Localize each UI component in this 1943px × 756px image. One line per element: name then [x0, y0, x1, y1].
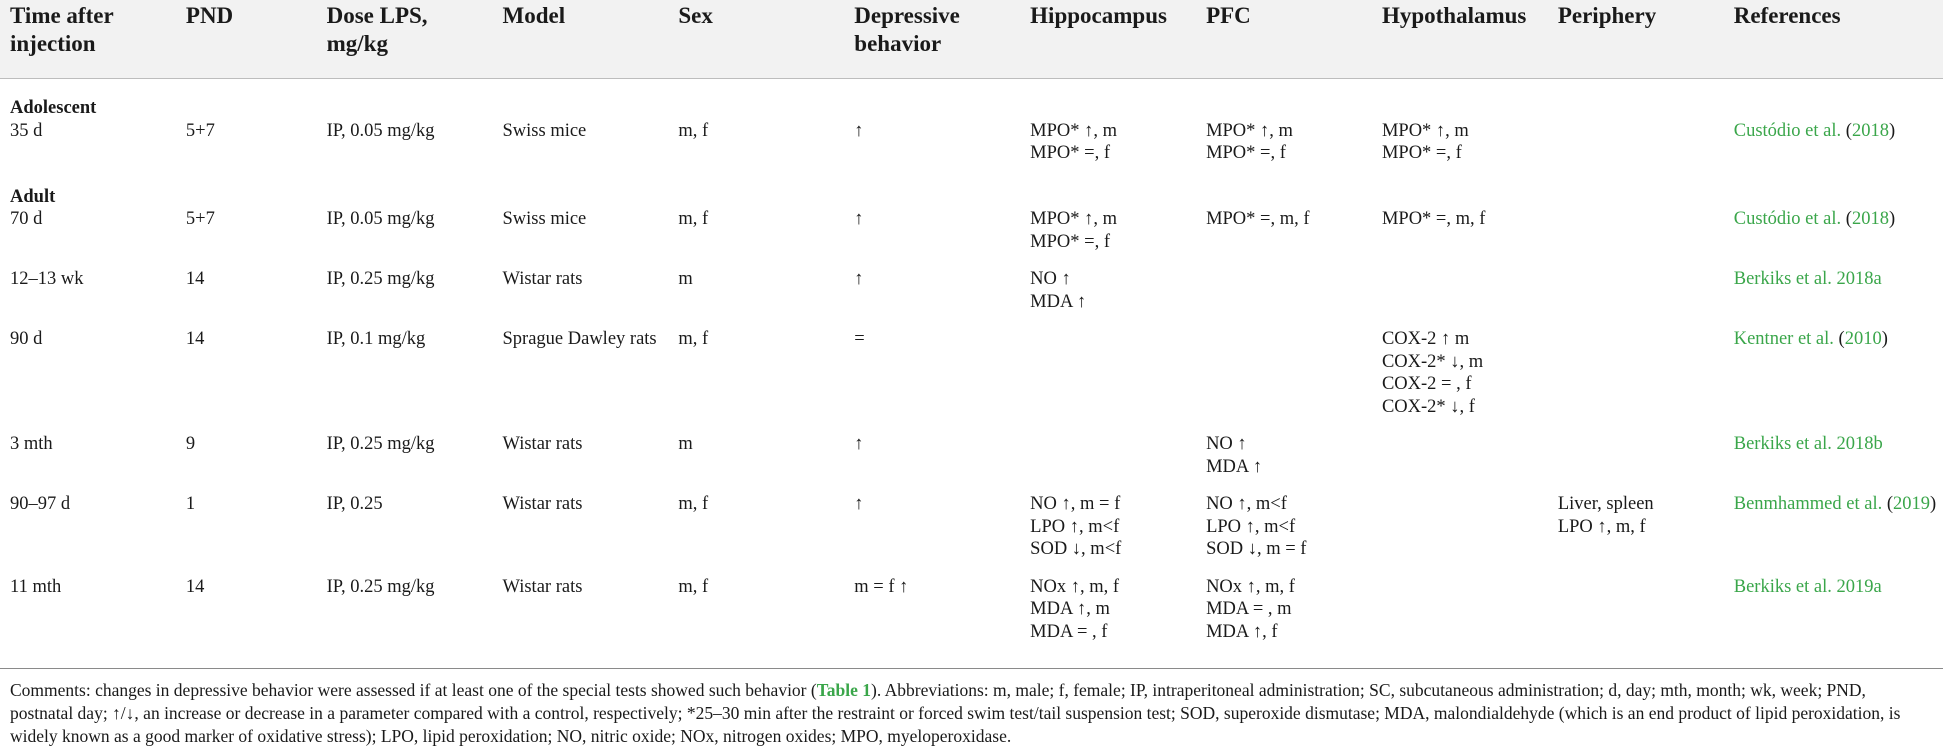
reference-link[interactable]: Berkiks et al. 2019a [1733, 576, 1882, 597]
reference-year-link[interactable]: 2010 [1844, 329, 1882, 349]
cell-hypothalamus [1372, 433, 1548, 478]
cell-time: 35 d [10, 120, 43, 141]
group-row [0, 97, 1943, 120]
group-row [0, 186, 1943, 209]
cell-model: Sprague Dawley rats [502, 329, 657, 349]
cell-model: Wistar rats [502, 576, 583, 597]
pfc-line: MPO* =, m, f [1206, 209, 1310, 229]
footnote-text-start: Comments: changes in depressive behavior were assessed if at least one of the special tests showed such behavior ( [10, 680, 817, 700]
cell-model: Swiss mice [502, 120, 587, 141]
periphery-line: LPO ↑, m, f [1557, 516, 1646, 537]
cell-pfc [1196, 433, 1372, 478]
column-header: Model [493, 0, 669, 79]
hippocampus-line: MDA = , f [1030, 621, 1108, 642]
column-header: Hippocampus [1020, 0, 1196, 79]
row-spacer [0, 418, 1943, 433]
cell-periphery [1548, 120, 1724, 165]
cell-behavior: ↑ [854, 209, 864, 229]
cell-hippocampus [1020, 328, 1196, 418]
reference-paren-close: ) [1930, 494, 1937, 514]
hippocampus-line: MPO* =, f [1030, 231, 1110, 252]
cell-pnd: 5+7 [185, 209, 215, 229]
cell-behavior: m = f ↑ [854, 576, 909, 597]
cell-hippocampus [1020, 268, 1196, 313]
cell-hypothalamus [1372, 268, 1548, 313]
cell-hippocampus [1020, 208, 1196, 253]
pfc-line: NO ↑, m<f [1206, 494, 1287, 514]
pfc-line: LPO ↑, m<f [1206, 516, 1296, 537]
cell-model: Wistar rats [502, 494, 583, 514]
group-label: Adult [10, 186, 56, 207]
reference-link[interactable]: Berkiks et al. 2018a [1733, 269, 1882, 289]
cell-hypothalamus [1372, 328, 1548, 418]
cell-behavior: ↑ [854, 434, 864, 454]
cell-periphery [1548, 208, 1724, 253]
cell-time: 90 d [10, 329, 43, 349]
cell-periphery [1548, 493, 1724, 561]
cell-pfc [1196, 208, 1372, 253]
cell-hippocampus [1020, 576, 1196, 644]
row-spacer [0, 643, 1943, 658]
table-footnote [0, 668, 1943, 748]
pfc-line: MPO* =, f [1206, 143, 1286, 163]
pfc-line: NOx ↑, m, f [1206, 576, 1295, 597]
reference-link[interactable]: Kentner et al. [1733, 329, 1834, 349]
cell-hypothalamus [1372, 120, 1548, 165]
group-label: Adolescent [10, 98, 97, 118]
reference-link[interactable]: Berkiks et al. 2018b [1733, 434, 1883, 454]
reference-year-link[interactable]: 2018 [1851, 209, 1889, 229]
reference-link[interactable]: Custódio et al. [1733, 120, 1842, 141]
hippocampus-line: MPO* ↑, m [1030, 120, 1118, 141]
reference-paren-open: ( [1882, 494, 1894, 514]
hypothalamus-line: COX-2* ↓, f [1381, 396, 1475, 417]
table-row [0, 328, 1943, 418]
hypothalamus-line: MPO* =, m, f [1381, 209, 1486, 229]
hypothalamus-line: COX-2 = , f [1381, 374, 1472, 394]
cell-sex: m [678, 434, 693, 454]
column-header: Hypothalamus [1372, 0, 1548, 79]
row-spacer [0, 478, 1943, 493]
periphery-line: Liver, spleen [1557, 494, 1654, 514]
column-header: PND [176, 0, 317, 79]
cell-pfc [1196, 493, 1372, 561]
table-row [0, 576, 1943, 644]
table-1-link[interactable]: Table 1 [816, 680, 872, 700]
reference-paren-close: ) [1888, 209, 1896, 229]
row-spacer [0, 313, 1943, 328]
cell-hippocampus [1020, 493, 1196, 561]
hypothalamus-line: MPO* =, f [1381, 143, 1462, 163]
cell-pnd: 9 [185, 434, 196, 454]
cell-reference [1724, 208, 1943, 253]
table-body [0, 79, 1943, 659]
cell-sex: m [678, 269, 693, 289]
cell-hypothalamus [1372, 493, 1548, 561]
cell-behavior: ↑ [854, 269, 864, 289]
pfc-line: MPO* ↑, m [1206, 120, 1293, 141]
spacer-row [0, 79, 1943, 98]
pfc-line: SOD ↓, m = f [1206, 539, 1307, 559]
cell-dose: IP, 0.1 mg/kg [326, 329, 426, 349]
cell-dose: IP, 0.25 [326, 494, 383, 514]
cell-time: 90–97 d [10, 494, 71, 514]
column-header: Dose LPS, mg/kg [317, 0, 493, 79]
cell-periphery [1548, 328, 1724, 418]
row-spacer [0, 253, 1943, 268]
cell-reference [1724, 576, 1943, 644]
hippocampus-line: MPO* =, f [1030, 143, 1110, 163]
cell-hippocampus [1020, 433, 1196, 478]
cell-sex: m, f [678, 209, 709, 229]
pfc-line: NO ↑ [1206, 434, 1247, 454]
hypothalamus-line: COX-2 ↑ m [1381, 329, 1470, 349]
cell-periphery [1548, 576, 1724, 644]
cell-pnd: 14 [185, 329, 205, 349]
cell-model: Wistar rats [502, 269, 583, 289]
cell-behavior: ↑ [854, 120, 864, 141]
table-row [0, 433, 1943, 478]
cell-pfc [1196, 120, 1372, 165]
table-row [0, 268, 1943, 313]
cell-pfc [1196, 576, 1372, 644]
table-row [0, 493, 1943, 561]
cell-time: 11 mth [10, 576, 62, 597]
column-header: Periphery [1548, 0, 1724, 79]
hippocampus-line: SOD ↓, m<f [1030, 539, 1122, 559]
reference-year-link[interactable]: 2019 [1893, 494, 1931, 514]
cell-sex: m, f [678, 329, 709, 349]
hippocampus-line: MPO* ↑, m [1030, 209, 1118, 229]
cell-periphery [1548, 268, 1724, 313]
hippocampus-line: NO ↑, m = f [1030, 494, 1121, 514]
pfc-line: MDA ↑ [1206, 456, 1263, 477]
cell-reference [1724, 433, 1943, 478]
reference-link[interactable]: Custódio et al. [1733, 209, 1842, 229]
header-row [0, 0, 1943, 79]
reference-paren-open: ( [1841, 209, 1852, 229]
cell-sex: m, f [678, 494, 709, 514]
cell-pfc [1196, 328, 1372, 418]
cell-pnd: 14 [185, 269, 205, 289]
cell-reference [1724, 328, 1943, 418]
hypothalamus-line: MPO* ↑, m [1381, 120, 1469, 141]
column-header: PFC [1196, 0, 1372, 79]
reference-paren-close: ) [1881, 329, 1888, 349]
hippocampus-line: NOx ↑, m, f [1030, 576, 1120, 597]
cell-pfc [1196, 268, 1372, 313]
column-header: Sex [668, 0, 844, 79]
cell-sex: m, f [678, 576, 709, 597]
table-row [0, 208, 1943, 253]
column-header: References [1724, 0, 1943, 79]
row-spacer [0, 561, 1943, 576]
cell-hypothalamus [1372, 208, 1548, 253]
cell-dose: IP, 0.25 mg/kg [326, 269, 435, 289]
row-spacer [0, 165, 1943, 180]
cell-hippocampus [1020, 120, 1196, 165]
cell-periphery [1548, 433, 1724, 478]
reference-paren-open: ( [1841, 120, 1852, 141]
cell-dose: IP, 0.25 mg/kg [326, 576, 435, 597]
cell-time: 12–13 wk [10, 269, 84, 289]
hippocampus-line: MDA ↑ [1030, 291, 1087, 312]
hippocampus-line: NO ↑ [1030, 269, 1071, 289]
hypothalamus-line: COX-2* ↓, m [1381, 351, 1484, 372]
footnote-text-end: ). Abbreviations: m, male; f, female; IP, intraperitoneal administration; SC, subcutaneous administration; d, day; mth, month; wk, week; PND, postnatal day; ↑/↓, an increase or decrease in a parameter compared with a control, respectively; *25–30 min after the restraint or forced swim test/tail suspension test; SOD, superoxide dismutase; MDA, malondialdehyde (which is an end product of lipid peroxidation, is widely known as a good marker of oxidative stress); LPO, lipid peroxidation; NO, nitric oxide; NOx, nitrogen oxides; MPO, myeloperoxidase. [10, 680, 1901, 746]
cell-sex: m, f [678, 120, 709, 141]
cell-pnd: 14 [185, 576, 205, 597]
cell-reference [1724, 268, 1943, 313]
cell-behavior: = [854, 329, 865, 349]
reference-paren-open: ( [1833, 329, 1845, 349]
reference-paren-close: ) [1888, 120, 1896, 141]
cell-dose: IP, 0.25 mg/kg [326, 434, 435, 454]
cell-reference [1724, 120, 1943, 165]
cell-dose: IP, 0.05 mg/kg [326, 120, 435, 141]
cell-time: 70 d [10, 209, 43, 229]
cell-reference [1724, 493, 1943, 561]
table-row [0, 120, 1943, 165]
cell-time: 3 mth [10, 434, 53, 454]
pfc-line: MDA = , m [1206, 599, 1292, 619]
cell-pnd: 1 [185, 494, 196, 514]
hippocampus-line: LPO ↑, m<f [1030, 516, 1120, 537]
cell-pnd: 5+7 [185, 120, 215, 141]
reference-link[interactable]: Benmhammed et al. [1733, 494, 1883, 514]
reference-year-link[interactable]: 2018 [1851, 120, 1889, 141]
pfc-line: MDA ↑, f [1206, 621, 1278, 642]
hippocampus-line: MDA ↑, m [1030, 599, 1110, 619]
cell-behavior: ↑ [854, 494, 864, 514]
cell-hypothalamus [1372, 576, 1548, 644]
cell-dose: IP, 0.05 mg/kg [326, 209, 435, 229]
column-header: Depressive behavior [844, 0, 1020, 79]
cell-model: Wistar rats [502, 434, 583, 454]
column-header: Time after injection [0, 0, 176, 79]
cell-model: Swiss mice [502, 209, 587, 229]
